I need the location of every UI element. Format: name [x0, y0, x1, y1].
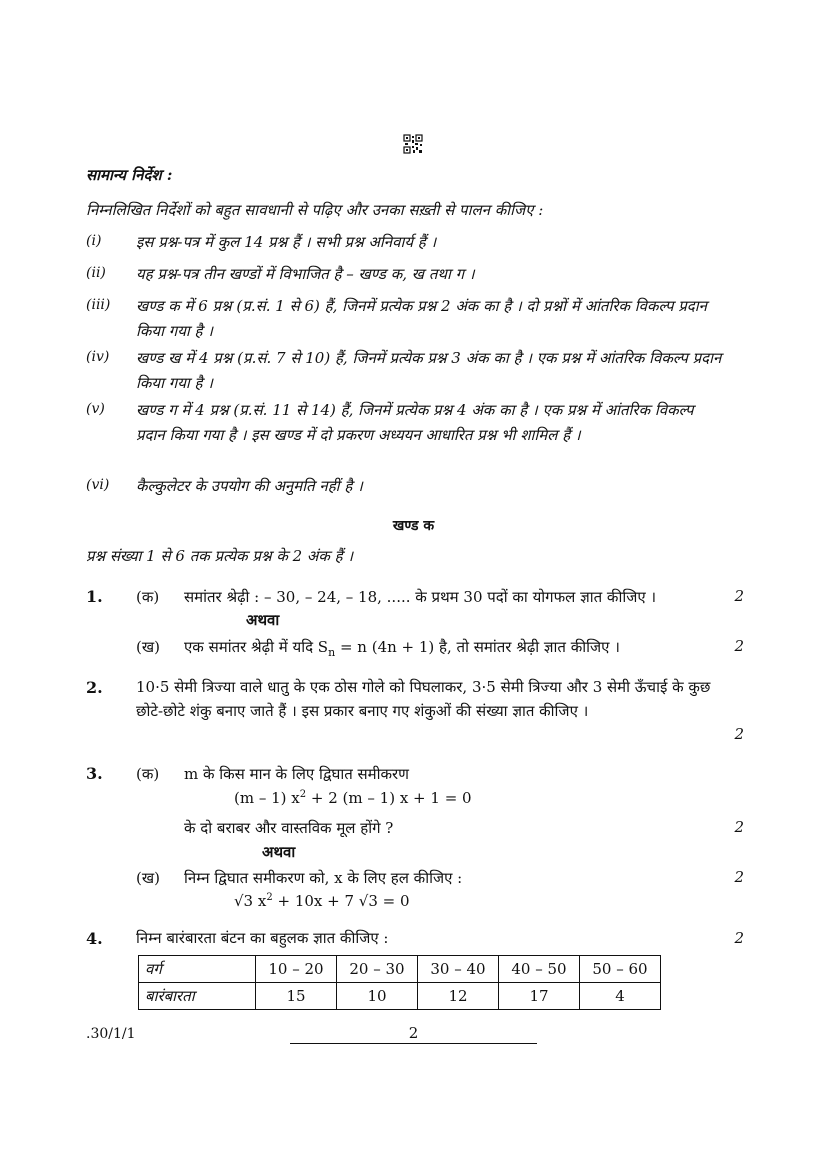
frequency-value: 15 [256, 983, 337, 1010]
option-label: (क) [136, 588, 160, 606]
instruction-text: यह प्रश्न-पत्र तीन खण्डों में विभाजित है – खण्ड क, ख तथा ग । [136, 265, 475, 283]
equation: √3 $x^2 + 10x + 7$ √3 = 0 [234, 892, 410, 910]
instruction-number: (ii) [86, 265, 106, 281]
or-separator: अथवा [262, 843, 296, 861]
instruction-text: इस प्रश्न-पत्र में कुल 14 प्रश्न हैं । सभी प्रश्न अनिवार्य हैं । [136, 233, 437, 251]
question-text: m के किस मान के लिए द्विघात समीकरण [184, 765, 410, 783]
question-text: निम्न बारंबारता बंटन का बहुलक ज्ञात कीजिए : [136, 929, 389, 947]
question-text: के दो बराबर और वास्तविक मूल होंगे ? [184, 819, 394, 837]
table-row [139, 956, 661, 983]
instruction-number: (iv) [86, 349, 110, 365]
frequency-value: 4 [580, 983, 661, 1010]
frequency-value: 10 [337, 983, 418, 1010]
question-text: निम्न द्विघात समीकरण को, x के लिए हल कीजिए : [184, 869, 463, 887]
question-text: 10·5 सेमी त्रिज्या वाले धातु के एक ठोस गोले को पिघलाकर, 3·5 सेमी त्रिज्या और 3 सेमी ऊँचाई के कुछ छोटे-छोटे शंकु बनाए जाते हैं । इस प्रकार बनाए गए शंकुओं की संख्या ज्ञात कीजिए । [136, 678, 711, 720]
class-interval: 20 – 30 [337, 956, 418, 983]
section-intro: प्रश्न संख्या 1 से 6 तक प्रत्येक प्रश्न के 2 अंक हैं । [86, 547, 354, 565]
question-text: समांतर श्रेढ़ी : – 30, – 24, – 18, ..... के प्रथम 30 पदों का योगफल ज्ञात कीजिए । [184, 588, 657, 606]
instructions-heading: सामान्य निर्देश : [86, 166, 173, 184]
frequency-value: 17 [499, 983, 580, 1010]
instruction-text: खण्ड क में 6 प्रश्न (प्र.सं. 1 से 6) हैं, जिनमें प्रत्येक प्रश्न 2 अंक का है । दो प्रश्नों में आंतरिक विकल्प प्रदान किया गया है । [136, 297, 707, 340]
question-number: 3. [86, 764, 103, 783]
marks: 2 [734, 818, 744, 836]
option-label: (ख) [136, 869, 160, 887]
frequency-table [138, 955, 661, 1010]
marks: 2 [734, 929, 744, 947]
class-interval: 50 – 60 [580, 956, 661, 983]
instruction-number: (i) [86, 233, 102, 249]
instruction-text: कैल्कुलेटर के उपयोग की अनुमति नहीं है । [136, 477, 363, 495]
marks: 2 [734, 587, 744, 605]
frequency-value: 12 [418, 983, 499, 1010]
option-label: (क) [136, 765, 160, 783]
question-number: 4. [86, 929, 103, 948]
class-interval: 40 – 50 [499, 956, 580, 983]
instruction-number: (iii) [86, 297, 111, 313]
marks: 2 [734, 725, 744, 743]
instruction-number: (vi) [86, 477, 110, 493]
footer-rule [290, 1043, 537, 1044]
question-number: 1. [86, 587, 103, 606]
or-separator: अथवा [246, 611, 280, 629]
instructions-intro: निम्नलिखित निर्देशों को बहुत सावधानी से पढ़िए और उनका सख़्ती से पालन कीजिए : [86, 201, 544, 219]
option-label: (ख) [136, 638, 160, 656]
marks: 2 [734, 637, 744, 655]
instruction-text: खण्ड ख में 4 प्रश्न (प्र.सं. 7 से 10) हैं, जिनमें प्रत्येक प्रश्न 3 अंक का है । एक प्रश्न में आंतरिक विकल्प प्रदान किया गया है । [136, 349, 722, 392]
instruction-number: (v) [86, 401, 105, 417]
marks: 2 [734, 868, 744, 886]
class-interval: 10 – 20 [256, 956, 337, 983]
equation: (m – 1) $x^2 + 2$ (m – 1) x + 1 = 0 [234, 789, 472, 807]
qr-code-icon [403, 134, 423, 154]
table-row-label: वर्ग [139, 956, 256, 983]
page-number: 2 [408, 1024, 419, 1042]
paper-code: .30/1/1 [86, 1026, 136, 1042]
class-interval: 30 – 40 [418, 956, 499, 983]
instruction-text: खण्ड ग में 4 प्रश्न (प्र.सं. 11 से 14) हैं, जिनमें प्रत्येक प्रश्न 4 अंक का है । एक प्रश्न में आंतरिक विकल्प प्रदान किया गया है । इस खण्ड में दो प्रकरण अध्ययन आधारित प्रश्न भी शामिल हैं । [136, 401, 694, 444]
table-row [139, 983, 661, 1010]
table-row-label: बारंबारता [139, 983, 256, 1010]
question-text: एक समांतर श्रेढ़ी में यदि $S_n = n$ (4n + 1) है, तो समांतर श्रेढ़ी ज्ञात कीजिए । [184, 638, 620, 659]
section-title: खण्ड क [392, 518, 435, 534]
question-number: 2. [86, 678, 103, 697]
